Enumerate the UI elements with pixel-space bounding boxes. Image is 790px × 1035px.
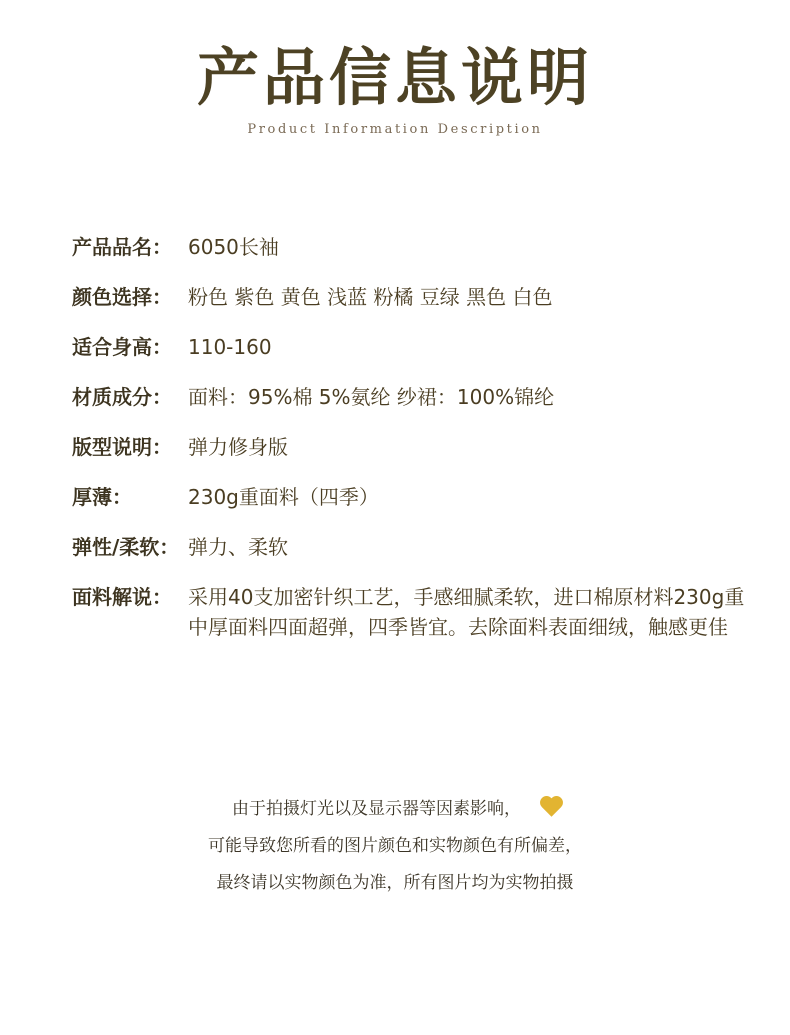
spec-row-fit: [72, 432, 762, 482]
spec-list: [72, 232, 762, 642]
spec-label: 适合身高：: [72, 335, 172, 359]
spec-row-product-name: [72, 232, 762, 282]
spec-value: 粉色 紫色 黄色 浅蓝 粉橘 豆绿 黑色 白色: [188, 285, 553, 309]
spec-value: 230g重面料（四季）: [188, 485, 379, 509]
spec-row-colors: [72, 282, 762, 332]
spec-row-fabric-description: [72, 582, 762, 642]
spec-label: 厚薄：: [72, 485, 132, 509]
spec-value: 弹力修身版: [188, 435, 288, 459]
spec-label: 材质成分：: [72, 385, 172, 409]
spec-row-thickness: [72, 482, 762, 532]
spec-label: 面料解说：: [72, 585, 172, 609]
heart-icon: [542, 798, 560, 816]
color-disclaimer: [0, 794, 790, 905]
spec-label: 版型说明：: [72, 435, 172, 459]
spec-value: 弹力、柔软: [188, 535, 288, 559]
page-title: 产品信息说明: [196, 41, 593, 114]
spec-label: 颜色选择：: [72, 285, 172, 309]
disclaimer-line: 最终请以实物颜色为准，所有图片均为实物拍摄: [216, 873, 574, 893]
spec-label: 产品品名：: [72, 235, 172, 259]
spec-row-material: [72, 382, 762, 432]
spec-value: 采用40支加密针织工艺，手感细腻柔软，进口棉原材料230g重中厚面料四面超弹，四季皆宜。去除面料表面细绒，触感更佳: [188, 585, 745, 639]
spec-row-height: [72, 332, 762, 382]
disclaimer-line: [0, 794, 790, 831]
page-subtitle: Product Information Description: [247, 122, 543, 137]
spec-label: 弹性/柔软：: [72, 535, 180, 559]
spec-row-elasticity: [72, 532, 762, 582]
spec-value: 110-160: [188, 335, 272, 359]
disclaimer-text: 由于拍摄灯光以及显示器等因素影响，: [232, 799, 521, 819]
disclaimer-line: 可能导致您所看的图片颜色和实物颜色有所偏差，: [208, 836, 582, 856]
spec-value: 6050长袖: [188, 235, 279, 259]
spec-value: 面料：95%棉 5%氨纶 纱裙：100%锦纶: [188, 385, 555, 409]
